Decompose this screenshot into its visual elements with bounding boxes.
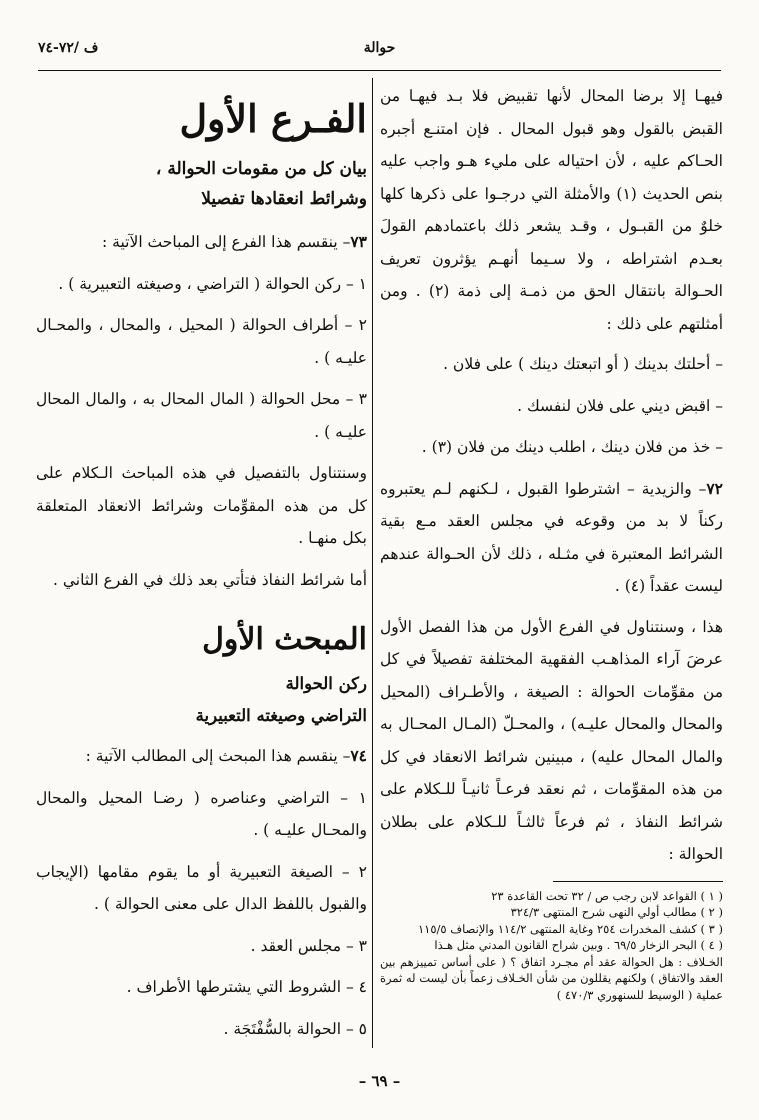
section-number: ٧٤ [350, 746, 367, 765]
section-number: ٧٣ [350, 232, 367, 251]
list-item: ٢ – أطراف الحوالة ( المحيل ، والمحال ، والمحـال عليـه ) . [36, 316, 367, 367]
body-paragraph: فيهـا إلا برضا المحال لأنها تقبيض فلا بـد فيهـا من القبض بالقول وهو قبول المحال . فإن امتنـع أجبره الحـاكم عليه ، لأن احتياله على مليء هـو واجب عليه بنص الحديث (١) والأمثلة التي درجـوا على ذكرها كلها خلوٌ من القبـول ، وقـد يشعر ذلك باعتمادهم القولَ بعـدم اشتراطه ، ولا سـيما أنهـم يؤثرون تعريف الحـوالة بانتقال الحق من ذمـة إلى ذمة (٢) . ومن أمثلتهم على ذلك : [380, 87, 723, 333]
right-column [380, 80, 723, 1040]
section-text: – ينقسم هذا المبحث إلى المطالب الآتية : [85, 747, 351, 765]
branch-title: الفـرع الأول [179, 96, 367, 141]
footnote-rule [553, 881, 723, 882]
list-item: ١ – ركن الحوالة ( التراضي ، وصيغته التعبيرية ) . [58, 274, 367, 293]
list-item: ٥ – الحوالة بالسُّفْتَجَة . [223, 1019, 367, 1038]
list-item: ٤ – الشروط التي يشترطها الأطراف . [126, 978, 367, 996]
footnote: ( ٣ ) كشف المخدرات ٢٥٤ وغاية المنتهى ١١٤/٢ والإنصاف ١١٥/٥ [418, 921, 723, 936]
branch-subtitle: بيان كل من مقومات الحوالة ، [155, 159, 367, 179]
branch-subtitle: وشرائط انعقادها تفصيلا [201, 189, 367, 209]
header-rule [38, 70, 721, 71]
example-line: – خذ من فلان دينك ، اطلب دينك من فلان (٣) . [421, 438, 723, 456]
section-72 [380, 473, 723, 603]
page-number: – ٦٩ – [358, 1072, 401, 1090]
footnote: ( ٢ ) مطالب أولي النهى شرح المنتهى ٣٢٤/٣ [510, 905, 723, 919]
mabhath-title: المبحث الأول [202, 622, 367, 657]
example-line: – أحلتك بدينك ( أو اتبعتك دينك ) على فلان . [443, 355, 723, 373]
body-paragraph: وسنتناول بالتفصيل في هذه المباحث الـكلام على كل من هذه المقوِّمات وشرائط الانعقاد المتعلقة بكل منهـا . [36, 464, 367, 547]
footnote-continuation: الخـلاف : هل الحوالة عقد أم مجـرد اتفاق ؟ ( على أساس تمييزهم بين العقد والاتفاق ) ولكنهم يقللون من شأن الخـلاف زعماً بأن ليست له ثمرة عملية ( الوسيط للسنهوري ٤٧٠/٣ ) [380, 954, 723, 1002]
mabhath-subtitle: ركن الحوالة [285, 674, 367, 693]
body-paragraph: هذا ، وسنتناول في الفرع الأول من هذا الفصل الأول عرضَ آراء المذاهـب الفقهية المختلفة تفصيلاً في كل من مقوِّمات الحوالة : الصيغة ، والأطـراف (المحيل والمحال والمحال عليـه) ، والمحـلّ (المـال المحـال به والمال المحال عليه) ، مبينين شرائط الانعقاد في كل من هذه المقوِّمات ، ثم نعقد فرعـاً ثانيـاً للـكلام على شرائط النفاذ ، ثم فرعاً ثالثـاً للـكلام على بطلان الحوالة : [380, 617, 723, 863]
footnote: ( ١ ) القواعد لابن رجب ص / ٣٢ تحت القاعدة ٢٣ [491, 888, 723, 903]
section-73 [36, 226, 367, 259]
footnote: ( ٤ ) البحر الزخار ٦٩/٥ . وبين شراح القانون المدني مثل هـذا [434, 938, 723, 952]
page-reference: ف /٧٢-٧٤ [38, 40, 99, 56]
list-item: ٣ – محل الحوالة ( المال المحال به ، والمال المحال عليـه ) . [36, 390, 367, 441]
section-text: – ينقسم هذا الفرع إلى المباحث الآتية : [102, 233, 351, 251]
section-number: ٧٢ [706, 478, 723, 498]
column-divider [372, 78, 373, 1048]
body-paragraph: أما شرائط النفاذ فتأتي بعد ذلك في الفرع الثاني . [53, 570, 367, 589]
running-title: حوالة [363, 40, 396, 56]
section-74 [36, 740, 367, 773]
section-text: – والزيدية – اشترطوا القبول ، لـكنهم لـم يعتبروه ركناً لا بد من وقوعه في مجلس العقد مـع بقية الشرائط المعتبرة في مثـله ، ذلك لأن الحـوالة عندهم ليست عقداً (٤) . [380, 479, 723, 595]
example-line: – اقبض ديني على فلان لنفسك . [517, 396, 723, 415]
left-column [36, 80, 367, 1040]
mabhath-subtitle: التراضي وصيغته التعبيرية [195, 706, 367, 725]
list-item: ٢ – الصيغة التعبيرية أو ما يقوم مقامها (الإيجاب والقبول باللفظ الدال على معنى الحوالة ) . [36, 862, 367, 913]
page-header [38, 38, 721, 66]
list-item: ١ – التراضي وعناصره ( رضـا المحيل والمحال والمحـال عليـه ) . [36, 788, 367, 839]
list-item: ٣ – مجلس العقد . [250, 936, 367, 955]
